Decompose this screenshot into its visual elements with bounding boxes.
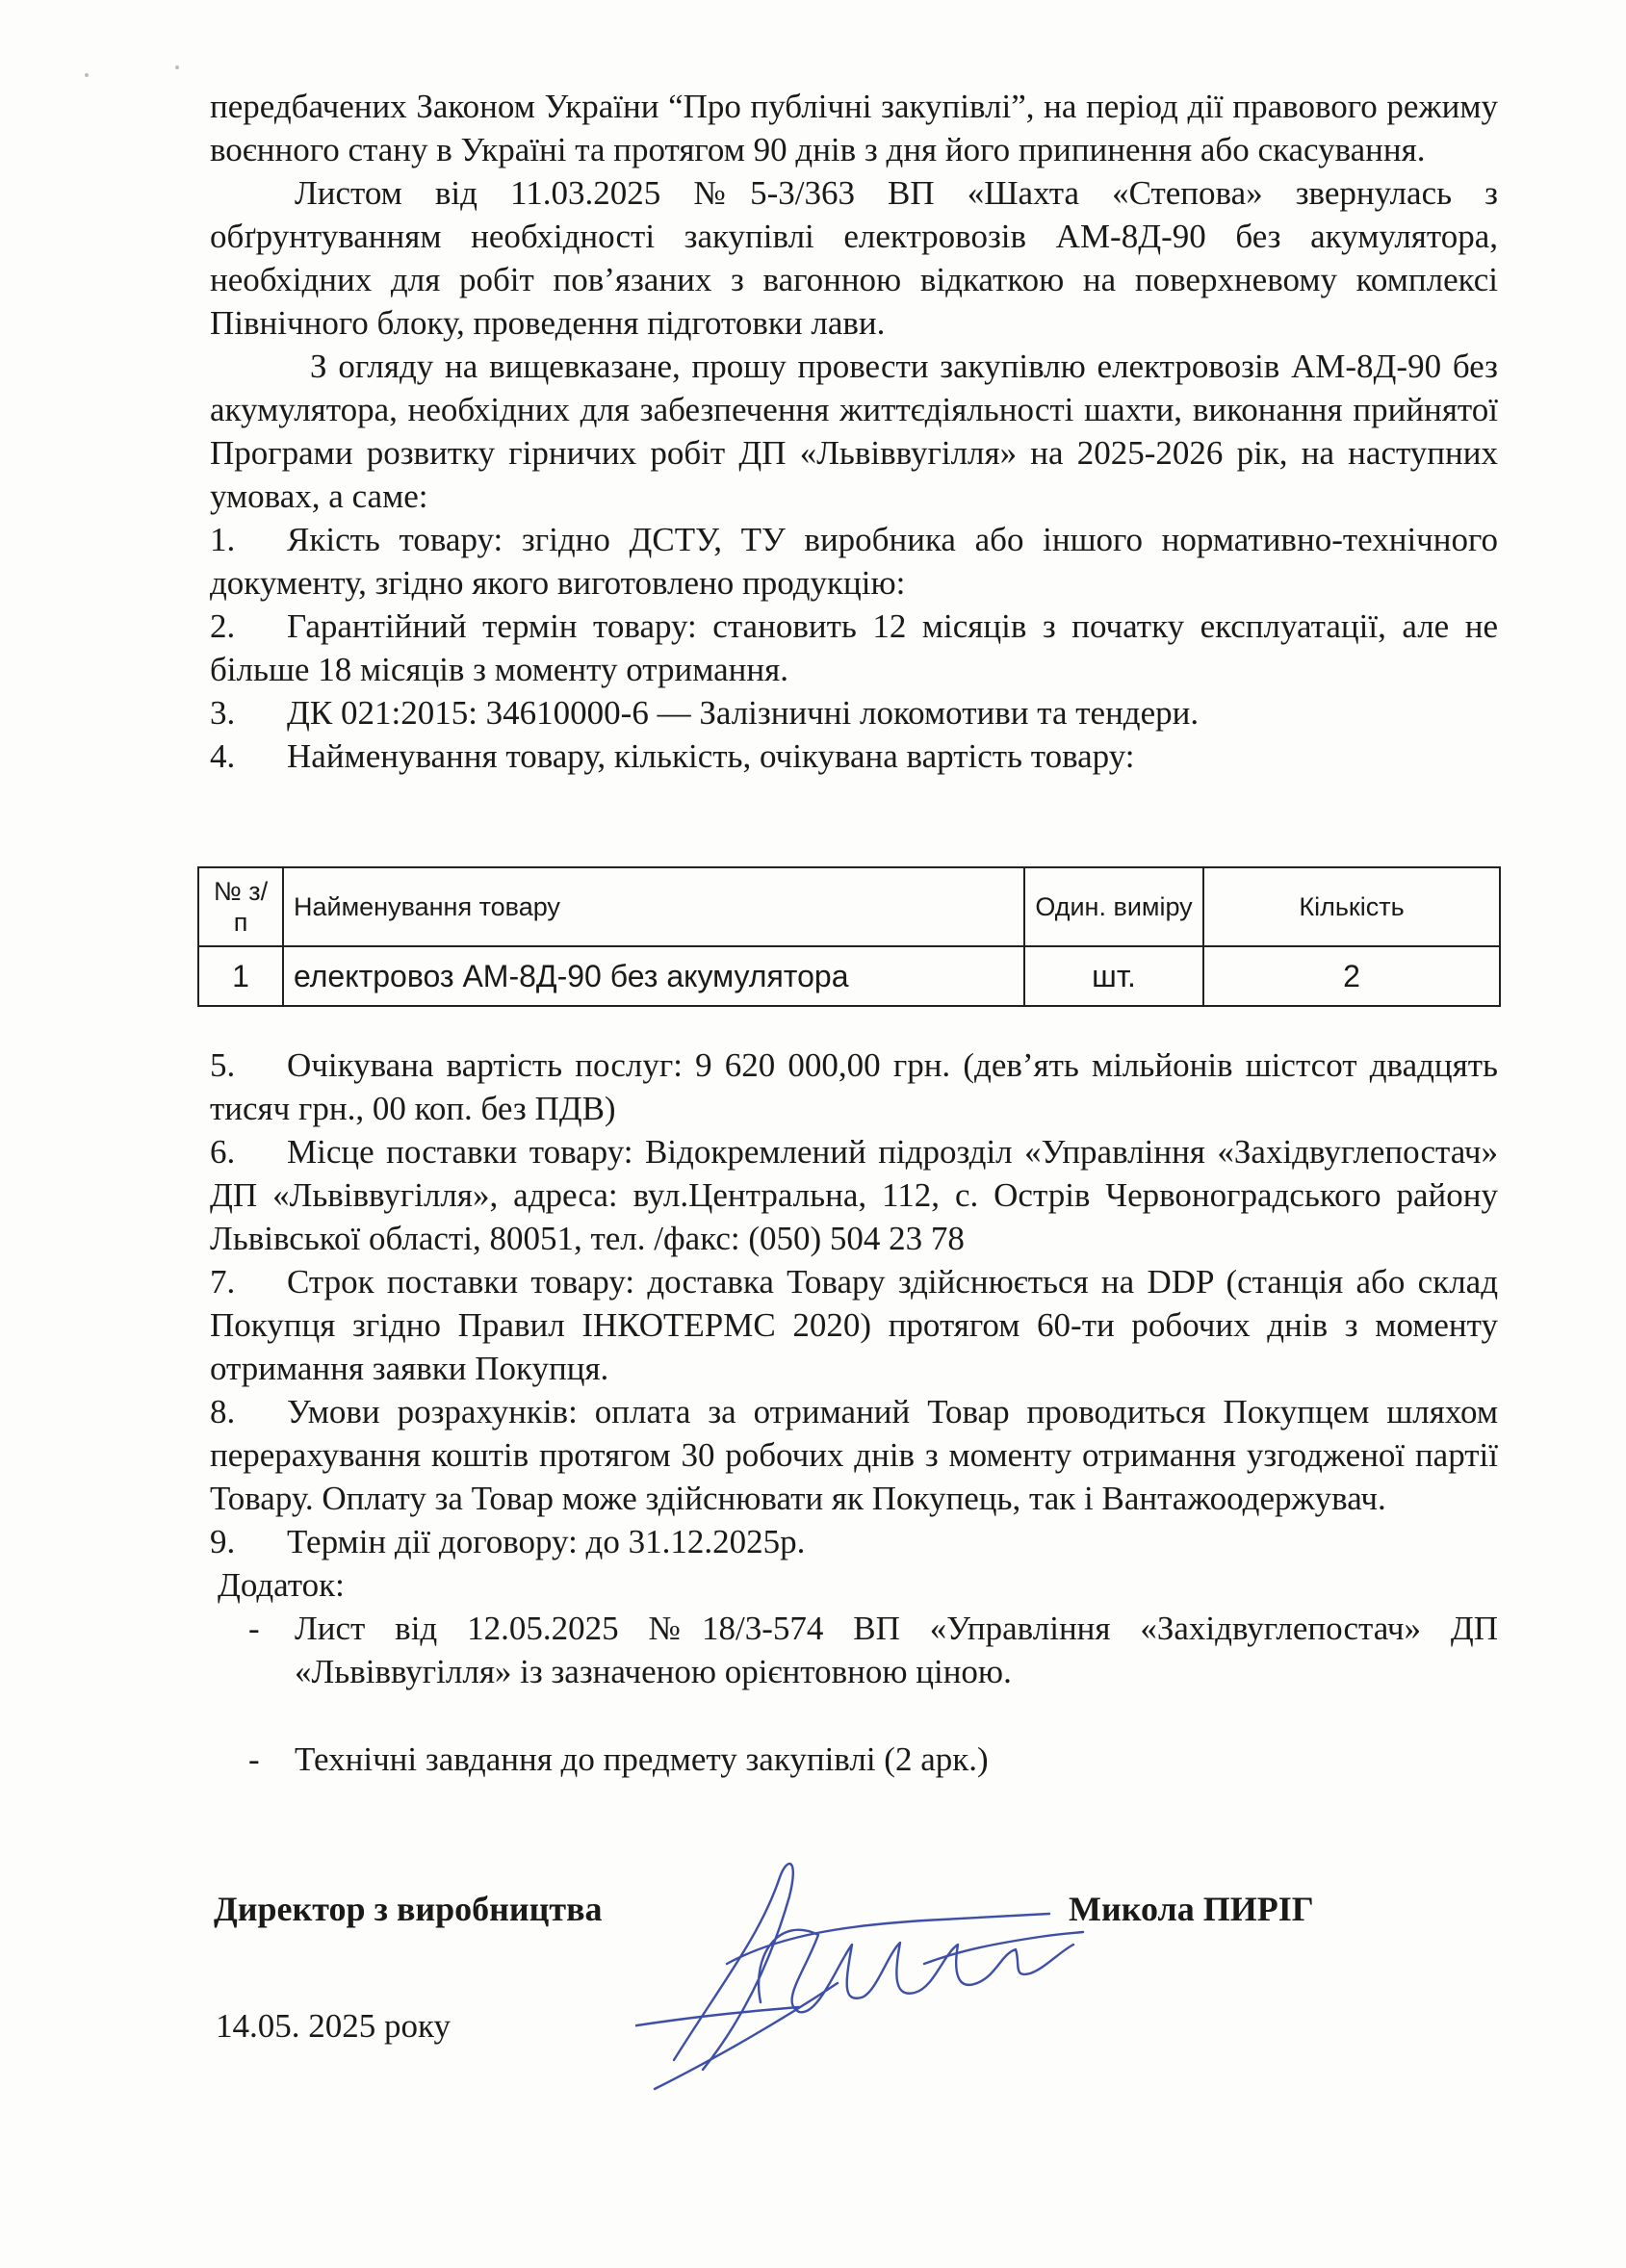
- list-item-number: 2.: [210, 607, 236, 645]
- attachments-heading: Додаток:: [218, 1566, 345, 1604]
- attachment-marker: -: [248, 1610, 260, 1647]
- scan-speck: [85, 73, 89, 77]
- list-item-text: Термін дії договору: до 31.12.2025р.: [287, 1523, 806, 1560]
- list-item-number: 9.: [210, 1523, 236, 1560]
- list-item-number: 6.: [210, 1133, 236, 1171]
- signatory-position: Директор з виробництва: [214, 1890, 603, 1928]
- paragraph-letter-reference: Листом від 11.03.2025 №5-3/363 ВП «Шахта «Степова» звернулась з обґрунтуванням необхідності закупівлі електровозів АМ-8Д-90 без акумулятора, необхідних для робіт пов’язаних з вагонною відкаткою на поверхневому комплексі Північного блоку, проведення підготовки лави.: [210, 174, 1498, 342]
- spacer: [210, 1693, 1498, 1738]
- list-item-number: 4.: [210, 737, 236, 775]
- list-item-number: 3.: [210, 694, 236, 732]
- list-item: [210, 518, 1498, 605]
- attachment-text: Технічні завдання до предмету закупівлі (2 арк.): [295, 1740, 989, 1778]
- list-item-number: 5.: [210, 1046, 236, 1084]
- cell-name: електровоз АМ-8Д-90 без акумулятора: [283, 946, 1024, 1006]
- attachment-marker: -: [248, 1740, 260, 1778]
- header-quantity: Кількість: [1203, 867, 1500, 946]
- cell-number: 1: [198, 946, 283, 1006]
- attachment-item: [248, 1607, 1498, 1693]
- header-unit: Один. виміру: [1024, 867, 1203, 946]
- attachment-item: [248, 1738, 1498, 1781]
- paragraph-request: З огляду на вищевказане, прошу провести закупівлю електровозів АМ-8Д-90 без акумулятора, необхідних для забезпечення життєдіяльності шахти, виконання прийнятої Програми розвитку гірничих робіт ДП «Львіввугілля» на 2025-2026 рік, на наступних умовах, а саме:: [210, 348, 1498, 515]
- list-item: [210, 1044, 1498, 1130]
- document-date: 14.05. 2025 року: [216, 2007, 452, 2045]
- list-item-text: Найменування товару, кількість, очікувана вартість товару:: [287, 737, 1135, 775]
- handwritten-signature: [635, 1819, 1088, 2108]
- signatory-name: Микола ПИРІГ: [1069, 1890, 1314, 1928]
- table-row: [198, 946, 1500, 1006]
- header-name: Найменування товару: [283, 867, 1024, 946]
- scan-speck: [175, 65, 179, 69]
- body-text: [210, 85, 1498, 778]
- list-item-text: Очікувана вартість послуг: 9 620 000,00 грн. (дев’ять мільйонів шістсот двадцять тисяч грн., 00 коп. без ПДВ): [210, 1046, 1498, 1127]
- table-header-row: [198, 867, 1500, 946]
- list-item-number: 1.: [210, 521, 236, 558]
- list-item-text: ДК 021:2015: 34610000-6 — Залізничні локомотиви та тендери.: [287, 694, 1200, 732]
- list-item-number: 8.: [210, 1393, 236, 1430]
- cell-quantity: 2: [1203, 946, 1500, 1006]
- list-item: [210, 1520, 1498, 1563]
- list-item-number: 7.: [210, 1263, 236, 1301]
- list-item-text: Умови розрахунків: оплата за отриманий Товар проводиться Покупцем шляхом перерахування коштів протягом 30 робочих днів з моменту отримання узгодженої партії Товару. Оплату за Товар може здійснювати як Покупець, так і Вантажоодержувач.: [210, 1393, 1498, 1517]
- list-item: [210, 691, 1498, 735]
- attachment-text: Лист від 12.05.2025 №18/3-574 ВП «Управління «Західвуглепостач» ДП «Львіввугілля» із зазначеною орієнтовною ціною.: [295, 1610, 1498, 1690]
- header-number: № з/п: [198, 867, 283, 946]
- list-item: [210, 1390, 1498, 1520]
- list-item-text: Місце поставки товару: Відокремлений підрозділ «Управління «Західвуглепостач» ДП «Львіввугілля», адреса: вул.Центральна, 112, с. Острів Червоноградського району Львівської області, 80051, тел. /факс: (050) 504 23 78: [210, 1133, 1498, 1257]
- cell-unit: шт.: [1024, 946, 1203, 1006]
- goods-table: [197, 866, 1501, 1007]
- paragraph-legal-basis: передбачених Законом України “Про публічні закупівлі”, на період дії правового режиму воєнного стану в Україні та протягом 90 днів з дня його припинення або скасування.: [210, 88, 1498, 168]
- conditions-list: [210, 1044, 1498, 1781]
- list-item: [210, 735, 1498, 778]
- list-item-text: Строк поставки товару: доставка Товару здійснюється на DDP (станція або склад Покупця згідно Правил ІНКОТЕРМС 2020) протягом 60-ти робочих днів з моменту отримання заявки Покупця.: [210, 1263, 1498, 1387]
- list-item: [210, 1260, 1498, 1390]
- list-item: [210, 605, 1498, 691]
- list-item: [210, 1130, 1498, 1260]
- list-item-text: Гарантійний термін товару: становить 12 місяців з початку експлуатації, але не більше 18 місяців з моменту отримання.: [210, 607, 1498, 688]
- list-item-text: Якість товару: згідно ДСТУ, ТУ виробника або іншого нормативно-технічного документу, згідно якого виготовлено продукцію:: [210, 521, 1498, 602]
